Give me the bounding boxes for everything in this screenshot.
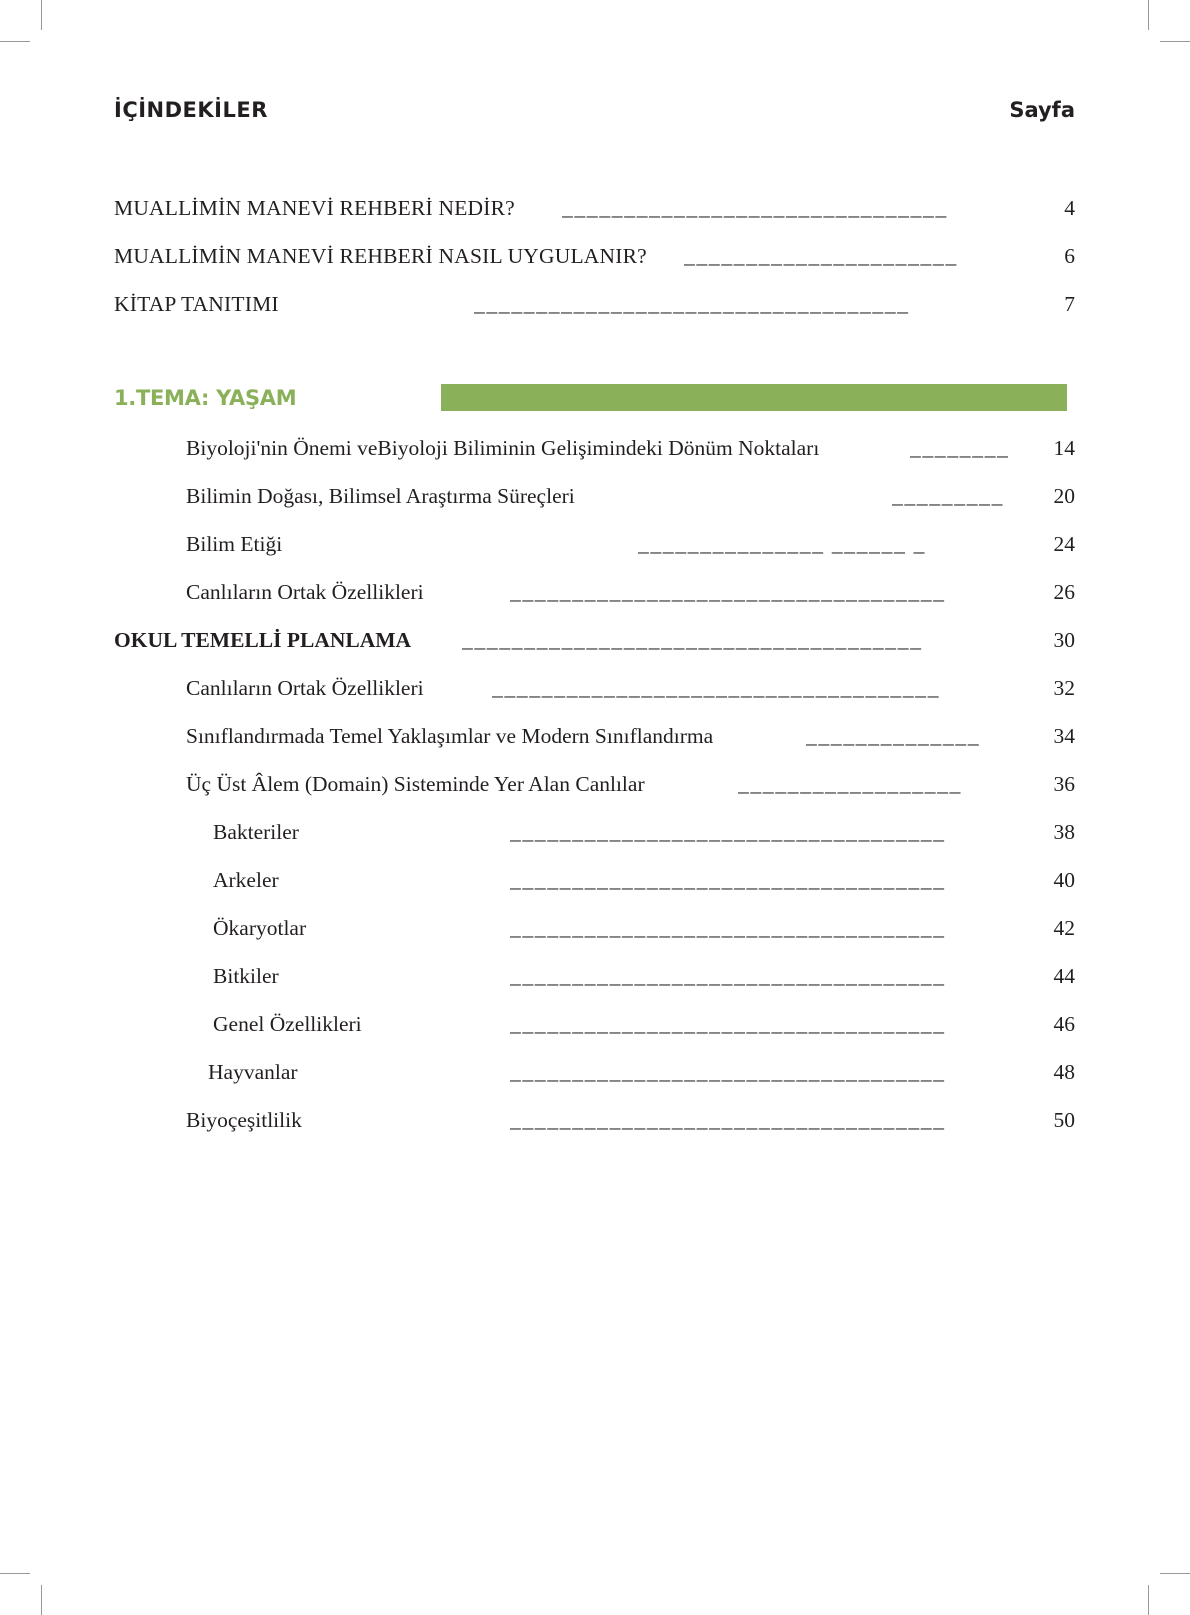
- dot-leader: ___________________________________: [510, 1012, 946, 1036]
- toc-heading: İÇİNDEKİLER: [114, 98, 268, 122]
- dot-leader: ___________________________________: [510, 964, 946, 988]
- crop-mark-bottom-right-v: [1148, 1585, 1149, 1615]
- toc-entry-page: 24: [1053, 532, 1075, 556]
- toc-entry-page: 7: [1064, 292, 1075, 316]
- dot-leader: ____________________________________: [492, 676, 941, 700]
- dot-leader: _______________ ______ _: [638, 532, 927, 556]
- toc-section-label: OKUL TEMELLİ PLANLAMA: [114, 628, 412, 652]
- toc-entry-label: Genel Özellikleri: [213, 1012, 362, 1036]
- dot-leader: ___________________________________: [510, 868, 946, 892]
- page-column-heading: Sayfa: [1009, 98, 1075, 122]
- toc-entry-page: 46: [1053, 1012, 1075, 1036]
- toc-row[interactable]: [213, 820, 1075, 850]
- toc-entry-page: 26: [1053, 580, 1075, 604]
- crop-mark-bottom-left-h: [0, 1573, 30, 1574]
- theme-color-bar: [441, 384, 1067, 411]
- dot-leader: ___________________________________: [510, 1108, 946, 1132]
- toc-row[interactable]: [186, 772, 1075, 802]
- dot-leader: ___________________________________: [510, 820, 946, 844]
- toc-entry-label: Biyoçeşitlilik: [186, 1108, 302, 1132]
- toc-entry-label: Bitkiler: [213, 964, 279, 988]
- toc-entry-label: Bilimin Doğası, Bilimsel Araştırma Süreçleri: [186, 484, 575, 508]
- toc-entry-page: 6: [1064, 244, 1075, 268]
- toc-entry-label: KİTAP TANITIMI: [114, 292, 279, 316]
- crop-mark-bottom-left-v: [41, 1585, 42, 1615]
- toc-row[interactable]: [213, 916, 1075, 946]
- toc-entry-label: Bilim Etiği: [186, 532, 283, 556]
- toc-row[interactable]: [186, 580, 1075, 610]
- dot-leader: ___________________________________: [510, 916, 946, 940]
- dot-leader: ___________________________________: [510, 1060, 946, 1084]
- toc-entry-label: Sınıflandırmada Temel Yaklaşımlar ve Modern Sınıflandırma: [186, 724, 714, 748]
- toc-entry-label: Hayvanlar: [208, 1060, 298, 1084]
- toc-entry-label: Canlıların Ortak Özellikleri: [186, 676, 424, 700]
- toc-row[interactable]: [186, 436, 1075, 466]
- theme-title: 1.TEMA: YAŞAM: [114, 386, 297, 410]
- dot-leader: ________: [910, 436, 1010, 460]
- toc-entry-page: 20: [1053, 484, 1075, 508]
- toc-entry-page: 42: [1053, 916, 1075, 940]
- dot-leader: _______________________________: [562, 196, 948, 220]
- toc-entry-page: 40: [1053, 868, 1075, 892]
- toc-entry-page: 30: [1053, 628, 1075, 652]
- toc-entry-page: 32: [1053, 676, 1075, 700]
- toc-row[interactable]: [114, 196, 1075, 226]
- toc-entry-page: 4: [1064, 196, 1075, 220]
- toc-entry-page: 14: [1053, 436, 1075, 460]
- toc-entry-label: Bakteriler: [213, 820, 299, 844]
- toc-entry-label: Canlıların Ortak Özellikleri: [186, 580, 424, 604]
- toc-entry-page: 38: [1053, 820, 1075, 844]
- dot-leader: ______________________: [684, 244, 958, 268]
- dot-leader: _____________________________________: [462, 628, 923, 652]
- dot-leader: _________: [892, 484, 1005, 508]
- toc-entry-page: 34: [1053, 724, 1075, 748]
- toc-row[interactable]: [186, 532, 1075, 562]
- dot-leader: ___________________________________: [474, 292, 910, 316]
- toc-row[interactable]: [114, 628, 1075, 658]
- toc-entry-label: MUALLİMİN MANEVİ REHBERİ NASIL UYGULANIR?: [114, 244, 647, 268]
- dot-leader: ______________: [806, 724, 981, 748]
- crop-mark-top-right-h: [1160, 41, 1190, 42]
- toc-entry-label: Arkeler: [213, 868, 279, 892]
- toc-row[interactable]: [114, 244, 1075, 274]
- crop-mark-top-right-v: [1148, 0, 1149, 30]
- dot-leader: __________________: [738, 772, 963, 796]
- toc-row[interactable]: [186, 724, 1075, 754]
- toc-entry-page: 44: [1053, 964, 1075, 988]
- crop-mark-bottom-right-h: [1160, 1573, 1190, 1574]
- crop-mark-top-left-v: [41, 0, 42, 30]
- toc-entry-label: MUALLİMİN MANEVİ REHBERİ NEDİR?: [114, 196, 515, 220]
- toc-row[interactable]: [213, 964, 1075, 994]
- toc-row[interactable]: [186, 676, 1075, 706]
- toc-row[interactable]: [186, 1108, 1075, 1138]
- toc-entry-label: Ökaryotlar: [213, 916, 307, 940]
- toc-entry-page: 50: [1053, 1108, 1075, 1132]
- toc-row[interactable]: [114, 292, 1075, 322]
- toc-row[interactable]: [186, 484, 1075, 514]
- toc-entry-page: 36: [1053, 772, 1075, 796]
- toc-entry-label: Biyoloji'nin Önemi veBiyoloji Biliminin Gelişimindeki Dönüm Noktaları: [186, 436, 820, 460]
- toc-entry-label: Üç Üst Âlem (Domain) Sisteminde Yer Alan Canlılar: [186, 772, 645, 796]
- crop-mark-top-left-h: [0, 41, 30, 42]
- toc-row[interactable]: [213, 1012, 1075, 1042]
- toc-row[interactable]: [213, 868, 1075, 898]
- dot-leader: ___________________________________: [510, 580, 946, 604]
- toc-entry-page: 48: [1053, 1060, 1075, 1084]
- toc-row[interactable]: [208, 1060, 1075, 1090]
